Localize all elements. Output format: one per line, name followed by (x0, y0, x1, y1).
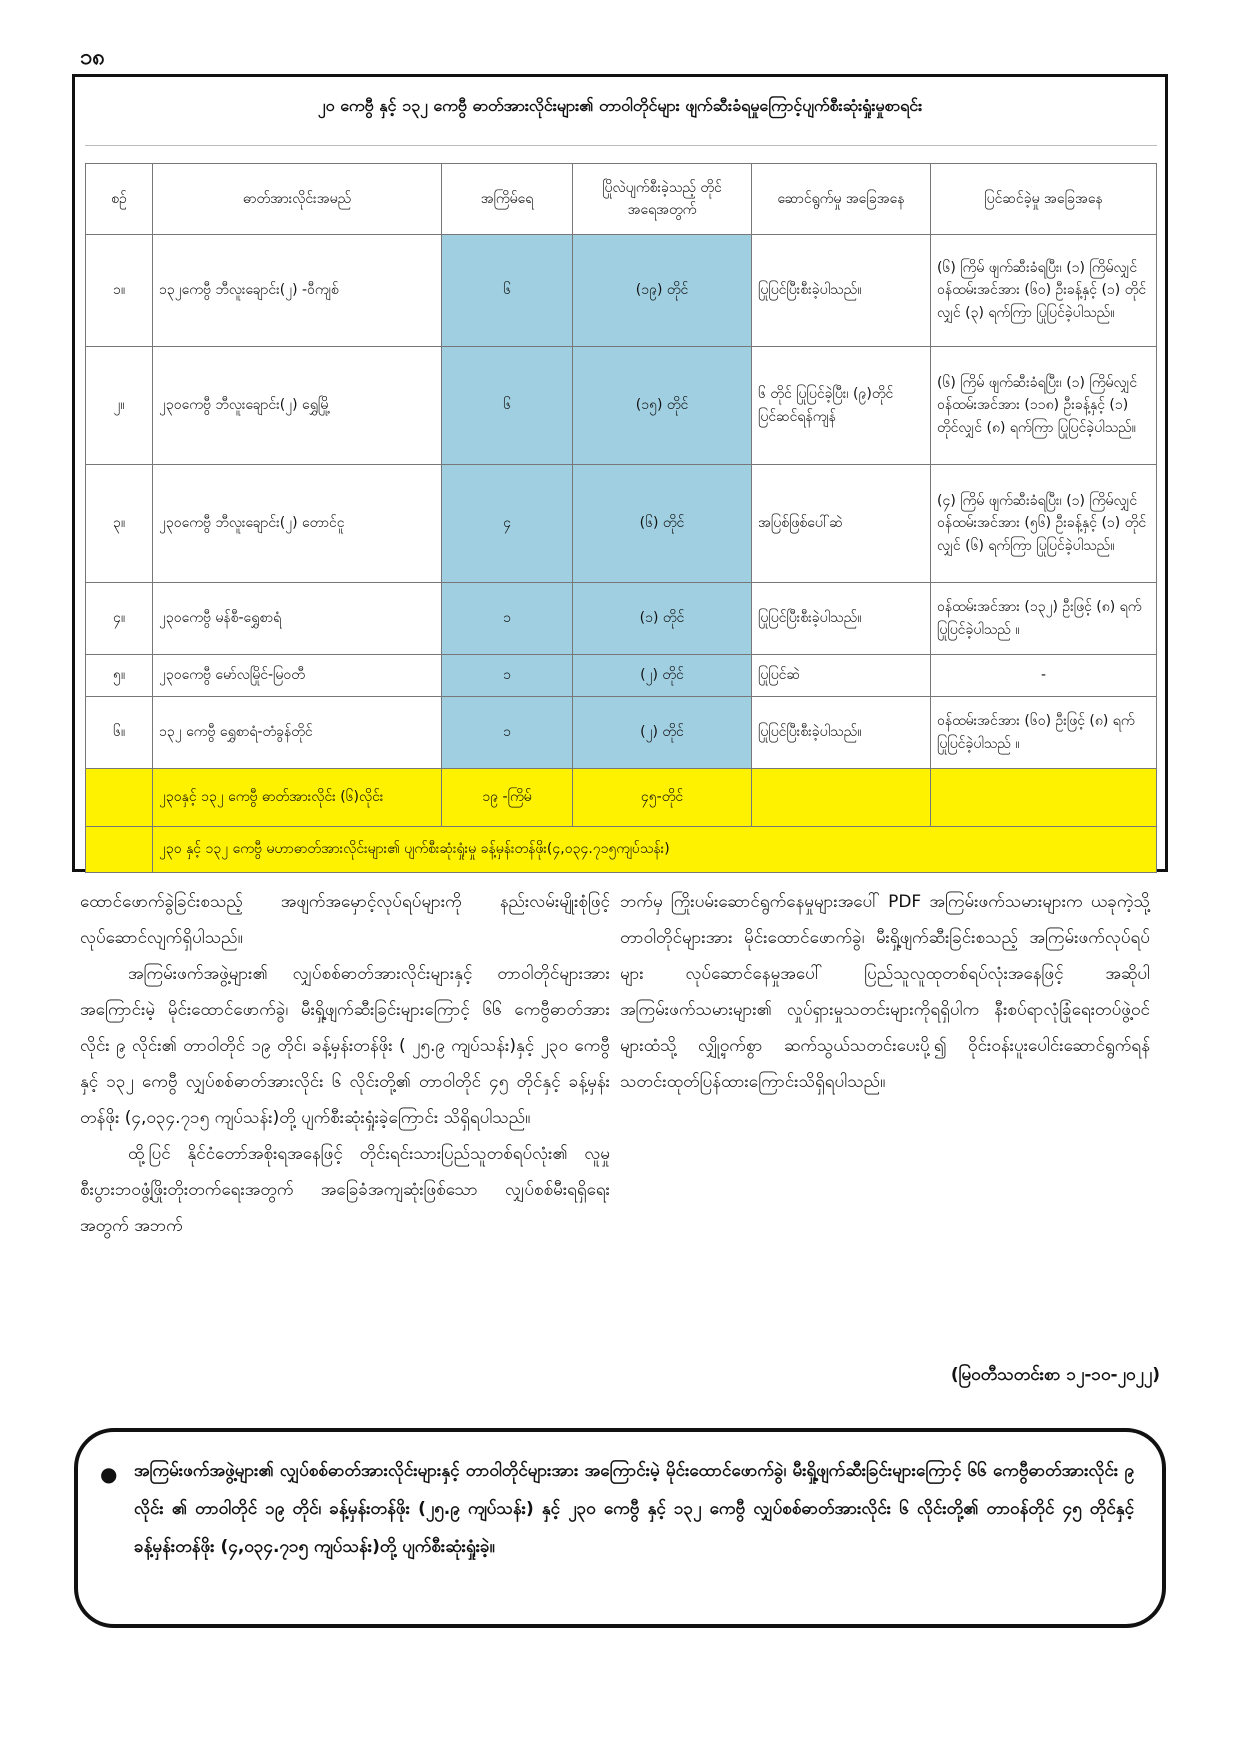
row-count: ၁ (442, 697, 573, 769)
row-site: ၁၃၂ ကေဗွီ ရွှေစာရံ-တံခွန်တိုင် (153, 697, 442, 769)
row-repair: (၄) ကြိမ် ဖျက်ဆီးခံရပြီး၊ (၁) ကြိမ်လျှင် ဝန်ထမ်းအင်အား (၅၆) ဦးခန့်နှင့် (၁) တိုင်လျှင် (၆) ရက်ကြာ ပြုပြင်ခဲ့ပါသည်။ (931, 465, 1157, 583)
summary-box (74, 1428, 1166, 1628)
row-towers: (၁) တိုင် (573, 583, 752, 655)
header-towers: ပြိုလဲပျက်စီးခဲ့သည့် တိုင်အရေအတွက် (573, 164, 752, 235)
row-no: ၆။ (86, 697, 153, 769)
row-repair: - (931, 655, 1157, 697)
article-paragraph: ဘက်မှ ကြိုးပမ်းဆောင်ရွက်နေမှုများအပေါ် PDF အကြမ်းဖက်သမားများက ယခုကဲ့သို့ တာဝါတိုင်များအား မိုင်းထောင်ဖောက်ခွဲ၊ မီးရှို့ဖျက်ဆီးခြင်းစသည့် အကြမ်းဖက်လုပ်ရပ်များ လုပ်ဆောင်နေမှုအပေါ် ပြည်သူလူထုတစ်ရပ်လုံးအနေဖြင့် အဆိုပါ အကြမ်းဖက်သမားများ၏ လှုပ်ရှားမှုသတင်းများကိုရရှိပါက နီးစပ်ရာလုံခြုံရေးတပ်ဖွဲ့ဝင်များထံသို့ လျှို့ဝှက်စွာ ဆက်သွယ်သတင်းပေးပို့၍ ဝိုင်းဝန်းပူးပေါင်းဆောင်ရွက်ရန် သတင်းထုတ်ပြန်ထားကြောင်းသိရှိရပါသည်။ (620, 892, 1150, 1092)
row-towers: (၂) တိုင် (573, 655, 752, 697)
header-site: ဓာတ်အားလိုင်းအမည် (153, 164, 442, 235)
article-left-column (80, 884, 610, 1244)
row-count: ၆ (442, 347, 573, 465)
row-site: ၁၃၂ကေဗွီ ဘီလူးချောင်း(၂) -ဝီကျစ် (153, 235, 442, 347)
damage-table-frame (72, 74, 1168, 872)
row-towers: (၁၅) တိုင် (573, 347, 752, 465)
total-label: ၂၃၀နှင့် ၁၃၂ ကေဗွီ ဓာတ်အားလိုင်း (၆)လိုင်း (153, 769, 442, 827)
row-no: ၂။ (86, 347, 153, 465)
table-loss-row (86, 827, 1157, 873)
row-repair: ဝန်ထမ်းအင်အား (၁၃၂) ဦးဖြင့် (၈) ရက် ပြုပြင်ခဲ့ပါသည် ။ (931, 583, 1157, 655)
damage-table (85, 163, 1157, 873)
row-status: ၆ တိုင် ပြုပြင်ခဲ့ပြီး၊ (၉)တိုင်ပြင်ဆင်ရန်ကျန် (752, 347, 931, 465)
loss-no (86, 827, 153, 873)
row-site: ၂၃၀ကေဗွီ ဘီလူးချောင်း(၂) ရွှေမြို့ (153, 347, 442, 465)
row-count: ၁ (442, 583, 573, 655)
article-paragraph: အကြမ်းဖက်အဖွဲ့များ၏ လျှပ်စစ်ဓာတ်အားလိုင်းများနှင့် တာဝါတိုင်များအား အကြောင်းမဲ့ မိုင်းထောင်ဖောက်ခွဲ၊ မီးရှို့ဖျက်ဆီးခြင်းများကြောင့် ၆၆ ကေဗွီဓာတ်အား လိုင်း ၉ လိုင်း၏ တာဝါတိုင် ၁၉ တိုင်၊ ခန့်မှန်းတန်ဖိုး ( ၂၅.၉ ကျပ်သန်း)နှင့် ၂၃၀ ကေဗွီ နှင့် ၁၃၂ ကေဗွီ လျှပ်စစ်ဓာတ်အားလိုင်း ၆ လိုင်းတို့၏ တာဝါတိုင် ၄၅ တိုင်နှင့် ခန့်မှန်းတန်ဖိုး (၄,၀၃၄.၇၁၅ ကျပ်သန်း)တို့ ပျက်စီးဆုံးရှုံးခဲ့ကြောင်း သိရှိရပါသည်။ (80, 964, 610, 1128)
table-row (86, 347, 1157, 465)
table-title: ၂၀ ကေဗွီ နှင့် ၁၃၂ ကေဗွီ ဓာတ်အားလိုင်းများ၏ တာဝါတိုင်များ ဖျက်ဆီးခံရမှုကြောင့်ပျက်စီးဆုံးရှုံးမှုစာရင်း (317, 96, 923, 115)
article-source: (မြဝတီသတင်းစာ ၁၂-၁၀-၂၀၂၂) (950, 1365, 1160, 1385)
total-status (752, 769, 931, 827)
row-towers: (၂) တိုင် (573, 697, 752, 769)
table-row (86, 697, 1157, 769)
row-towers: (၁၉) တိုင် (573, 235, 752, 347)
row-status: ပြုပြင်ပြီးစီးခဲ့ပါသည်။ (752, 235, 931, 347)
row-site: ၂၃၀ကေဗွီ မော်လမြိုင်-မြဝတီ (153, 655, 442, 697)
article-right-column (620, 884, 1150, 1100)
row-site: ၂၃၀ကေဗွီ ဘီလူးချောင်း(၂) တောင်ငူ (153, 465, 442, 583)
table-row (86, 465, 1157, 583)
table-row (86, 655, 1157, 697)
row-status: ပြုပြင်ဆဲ (752, 655, 931, 697)
total-no (86, 769, 153, 827)
row-site: ၂၃၀ကေဗွီ မန်စီ-ရွှေစာရံ (153, 583, 442, 655)
total-towers: ၄၅-တိုင် (573, 769, 752, 827)
header-repair: ပြင်ဆင်ခဲ့မှု အခြေအနေ (931, 164, 1157, 235)
total-repair (931, 769, 1157, 827)
row-towers: (၆) တိုင် (573, 465, 752, 583)
row-no: ၃။ (86, 465, 153, 583)
article-paragraph: ထောင်ဖောက်ခွဲခြင်းစသည့် အဖျက်အမှောင့်လုပ်ရပ်များကို နည်းလမ်းမျိုးစုံဖြင့် လုပ်ဆောင်လျက်ရှိပါသည်။ (80, 892, 610, 948)
row-no: ၁။ (86, 235, 153, 347)
row-count: ၆ (442, 235, 573, 347)
row-count: ၄ (442, 465, 573, 583)
header-no: စဉ် (86, 164, 153, 235)
row-repair: (၆) ကြိမ် ဖျက်ဆီးခံရပြီး၊ (၁) ကြိမ်လျှင် ဝန်ထမ်းအင်အား (၆၀) ဦးခန့်နှင့် (၁) တိုင်လျှင် (၃) ရက်ကြာ ပြုပြင်ခဲ့ပါသည်။ (931, 235, 1157, 347)
row-no: ၅။ (86, 655, 153, 697)
row-repair: (၆) ကြိမ် ဖျက်ဆီးခံရပြီး၊ (၁) ကြိမ်လျှင် ဝန်ထမ်းအင်အား (၁၁၈) ဦးခန့်နှင့် (၁) တိုင်လျှင် (၈) ရက်ကြာ ပြုပြင်ခဲ့ပါသည်။ (931, 347, 1157, 465)
bullet-icon: ● (100, 1462, 118, 1486)
row-no: ၄။ (86, 583, 153, 655)
row-status: ပြုပြင်ပြီးစီးခဲ့ပါသည်။ (752, 697, 931, 769)
header-status: ဆောင်ရွက်မှု အခြေအနေ (752, 164, 931, 235)
row-count: ၁ (442, 655, 573, 697)
loss-note: ၂၃၀ နှင့် ၁၃၂ ကေဗွီ မဟာဓာတ်အားလိုင်းများ၏ ပျက်စီးဆုံးရှုံးမှု ခန့်မှန်းတန်ဖိုး(၄,၀၃၄.၇၁၅ကျပ်သန်း) (153, 827, 1157, 873)
page-number: ၁၈ (80, 45, 105, 70)
total-count: ၁၉ -ကြိမ် (442, 769, 573, 827)
table-row (86, 235, 1157, 347)
table-row (86, 583, 1157, 655)
table-header-row (86, 164, 1157, 235)
row-status: အပြစ်ဖြစ်ပေါ်ဆဲ (752, 465, 931, 583)
table-total-row (86, 769, 1157, 827)
article-paragraph: ထို့ပြင် နိုင်ငံတော်အစိုးရအနေဖြင့် တိုင်းရင်းသားပြည်သူတစ်ရပ်လုံး၏ လူမှုစီးပွားဘဝဖွံ့ဖြိုးတိုးတက်ရေးအတွက် အခြေခံအကျဆုံးဖြစ်သော လျှပ်စစ်မီးရရှိရေးအတွက် အဘက် (80, 1144, 610, 1236)
row-repair: ဝန်ထမ်းအင်အား (၆၀) ဦးဖြင့် (၈) ရက် ပြုပြင်ခဲ့ပါသည် ။ (931, 697, 1157, 769)
summary-text: အကြမ်းဖက်အဖွဲ့များ၏ လျှပ်စစ်ဓာတ်အားလိုင်းများနှင့် တာဝါတိုင်များအား အကြောင်းမဲ့ မိုင်းထောင်ဖောက်ခွဲ၊ မီးရှို့ဖျက်ဆီးခြင်းများကြောင့် ၆၆ ကေဗွီဓာတ်အားလိုင်း ၉ လိုင်း ၏ တာဝါတိုင် ၁၉ တိုင်၊ ခန့်မှန်းတန်ဖိုး (၂၅.၉ ကျပ်သန်း) နှင့် ၂၃၀ ကေဗွီ နှင့် ၁၃၂ ကေဗွီ လျှပ်စစ်ဓာတ်အားလိုင်း ၆ လိုင်းတို့၏ တာဝန်တိုင် ၄၅ တိုင်နှင့် ခန့်မှန်းတန်ဖိုး (၄,၀၃၄.၇၁၅ ကျပ်သန်း)တို့ ပျက်စီးဆုံးရှုံးခဲ့။ (134, 1461, 1134, 1557)
header-count: အကြိမ်ရေ (442, 164, 573, 235)
row-status: ပြုပြင်ပြီးစီးခဲ့ပါသည်။ (752, 583, 931, 655)
